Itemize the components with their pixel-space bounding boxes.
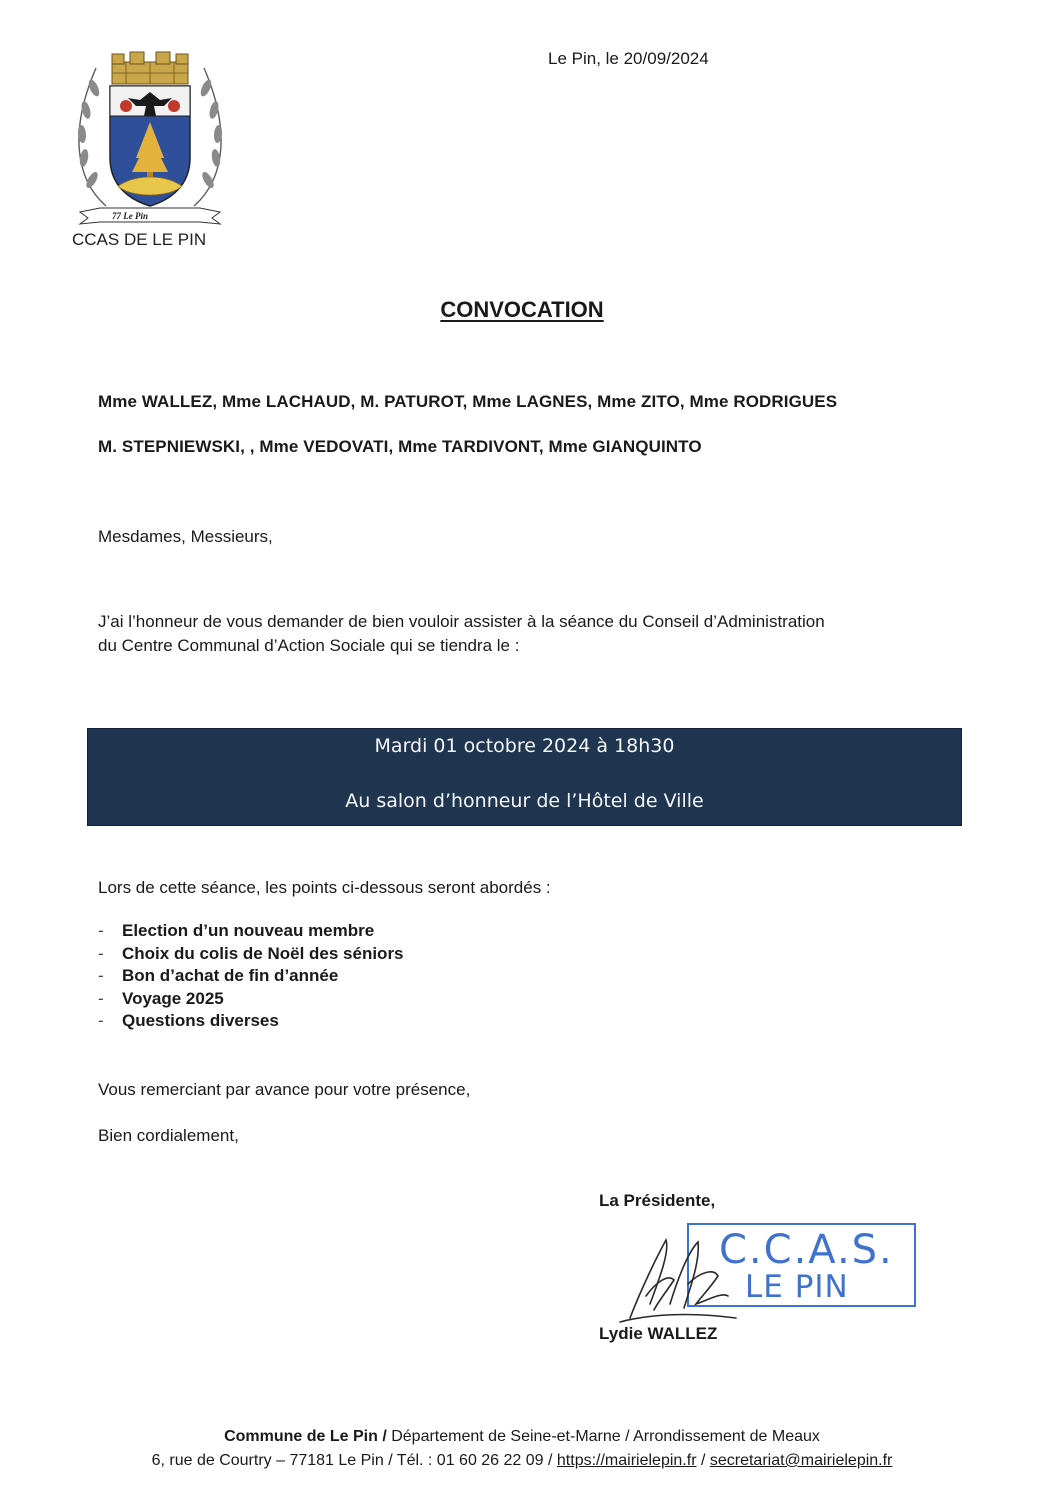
emblem-banner-text: 77 Le Pin: [112, 211, 148, 221]
agenda-item-label: Choix du colis de Noël des séniors: [122, 943, 404, 963]
agenda-item-label: Bon d’achat de fin d’année: [122, 966, 339, 986]
intro-paragraph: [98, 610, 978, 658]
handwritten-signature: [610, 1222, 750, 1332]
coat-of-arms-emblem: [66, 48, 234, 226]
document-title: CONVOCATION: [440, 297, 604, 322]
agenda-item-label: Voyage 2025: [122, 988, 224, 1008]
signatory-title: La Présidente,: [599, 1191, 716, 1210]
intro-line-2: du Centre Communal d’Action Sociale qui se tiendra le :: [98, 636, 520, 655]
agenda-item-label: Election d’un nouveau membre: [122, 921, 375, 940]
bullet-dash: -: [98, 988, 104, 1008]
agenda-list: [98, 920, 404, 1033]
footer-contact: [0, 1452, 1044, 1470]
agenda-lead: Lors de cette séance, les points ci-dessous seront abordés :: [98, 878, 551, 897]
intro-line-1: J’ai l’honneur de vous demander de bien vouloir assister à la séance du Conseil d’Administration: [98, 612, 825, 631]
meeting-date-time: Mardi 01 octobre 2024 à 18h30: [374, 735, 675, 757]
stamp-line-1: C.C.A.S.: [719, 1227, 894, 1273]
agenda-item-label: Questions diverses: [122, 1011, 279, 1031]
website-link[interactable]: https://mairielepin.fr: [556, 1452, 697, 1469]
list-item: [98, 1010, 404, 1033]
recipients-line-1: Mme WALLEZ, Mme LACHAUD, M. PATUROT, Mme LAGNES, Mme ZITO, Mme RODRIGUES: [98, 392, 838, 411]
bullet-dash: -: [98, 943, 104, 963]
date-line: Le Pin, le 20/09/2024: [548, 49, 709, 68]
list-item: [98, 943, 404, 966]
list-item: [98, 965, 404, 988]
list-item: [98, 988, 404, 1011]
stamp-line-2: LE PIN: [745, 1269, 849, 1305]
meeting-location: Au salon d’honneur de l’Hôtel de Ville: [345, 790, 704, 812]
bullet-dash: -: [98, 1011, 104, 1031]
bullet-dash: -: [98, 921, 104, 940]
footer-department: Département de Seine-et-Marne / Arrondissement de Meaux: [386, 1428, 820, 1445]
recipients-list: [98, 392, 837, 482]
greeting: Mesdames, Messieurs,: [98, 527, 273, 546]
closing-regards: Bien cordialement,: [98, 1126, 239, 1145]
closing-thanks: Vous remerciant par avance pour votre présence,: [98, 1080, 471, 1099]
footer-organization: [0, 1428, 1044, 1446]
meeting-details-box: [87, 728, 962, 826]
footer-separator: /: [696, 1452, 710, 1469]
list-item: [98, 920, 404, 943]
footer-address: 6, rue de Courtry – 77181 Le Pin / Tél. : 01 60 26 22 09 /: [151, 1452, 557, 1469]
bullet-dash: -: [98, 966, 104, 986]
email-link[interactable]: secretariat@mairielepin.fr: [709, 1452, 893, 1469]
recipients-line-2: M. STEPNIEWSKI, , Mme VEDOVATI, Mme TARDIVONT, Mme GIANQUINTO: [98, 437, 702, 456]
signatory-name: Lydie WALLEZ: [599, 1324, 718, 1343]
footer-commune: Commune de Le Pin /: [224, 1428, 387, 1445]
organization-name: CCAS DE LE PIN: [72, 230, 207, 249]
